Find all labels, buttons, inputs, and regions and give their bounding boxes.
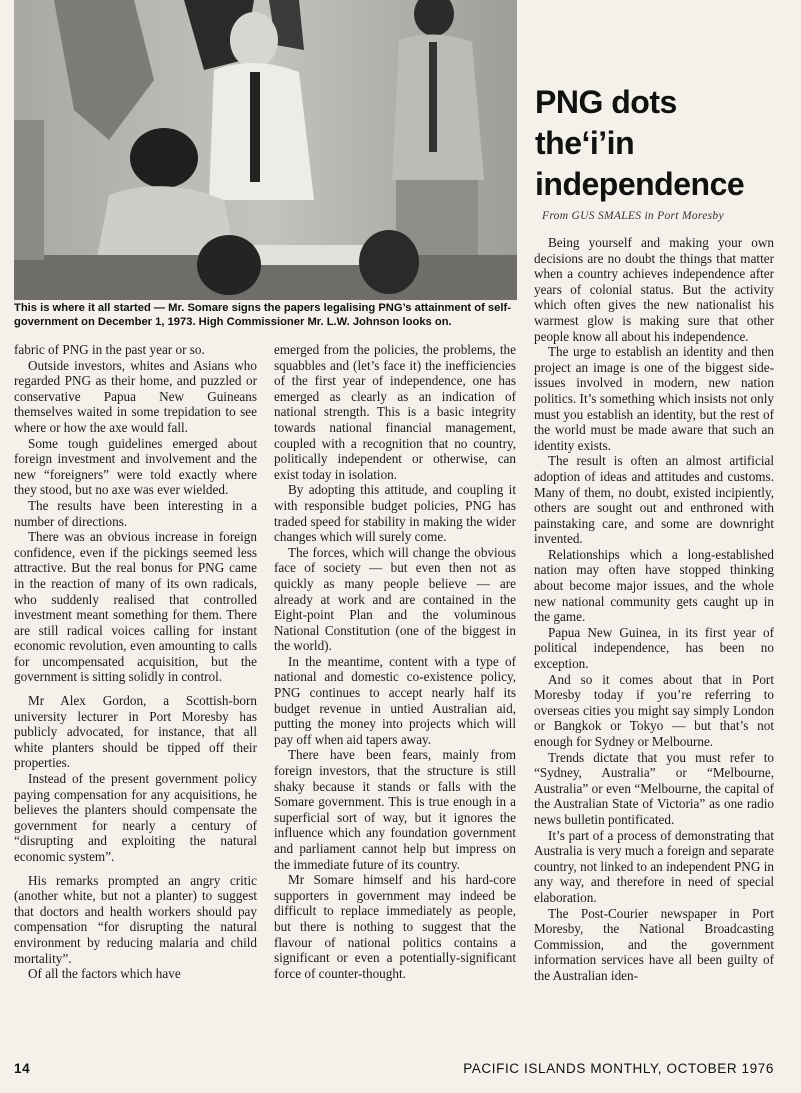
paragraph: And so it comes about that in Port Moresby today if you’re referring to overseas cities you might say simply London or Bangkok or Tokyo — but that’s not enough for Sydney or Melbourne. [534, 671, 774, 749]
paragraph: Being yourself and making your own decisions are no doubt the things that matter when a country achieves independence after years of colonial status. But the activity which often gives the new nationalist his warmest glow is making sure that other people know all about his independence. [534, 235, 774, 344]
headline-line-3: independence [535, 166, 745, 202]
article-column-1 [14, 342, 257, 1058]
news-photo [14, 0, 517, 300]
paragraph: The Post-Courier newspaper in Port Moresby, the National Broadcasting Commission, and the government information services have all been guilty of the Australian iden- [534, 905, 774, 983]
paragraph: emerged from the policies, the problems, the squabbles and (let’s face it) the inefficiencies of the first year of independence, one has emerged as clearly as an indication of national strength. This is a basic integrity towards national financial management, coupled with a recognition that no country, politically independent or otherwise, can exist today in isolation. [274, 342, 516, 482]
masthead: PACIFIC ISLANDS MONTHLY, OCTOBER 1976 [463, 1061, 774, 1076]
paragraph: The result is often an almost artificial adoption of ideas and attitudes and customs. Many of them, no doubt, existed incipiently, others are sought out and enthroned with painstaking care, and some are downright invented. [534, 453, 774, 547]
headline-line-2: the‘i’in [535, 125, 635, 161]
photo-image [14, 0, 517, 300]
paragraph: Relationships which a long-established nation may often have stopped thinking about become major issues, and the whole new national community gets caught up in the game. [534, 546, 774, 625]
paragraph: Of all the factors which have [28, 966, 181, 982]
paragraph: The results have been interesting in a number of directions. [14, 497, 257, 529]
paragraph: fabric of PNG in the past year or so. [14, 342, 205, 357]
paragraph: The forces, which will change the obvious face of society — but even then not as quickly as many people believe — are already at work and are contained in the Eight-point Plan and the voluminous National Constitution (one of the biggest in the world). [274, 544, 516, 654]
paragraph: There have been fears, mainly from foreign investors, that the structure is still shaky because it stands or falls with the Somare government. This is true enough in a superficial sort of way, but it ignores the influence which any foundation government and parliament cannot help but impress on the immediate future of its country. [274, 747, 516, 872]
paragraph: Trends dictate that you must refer to “Sydney, Australia” or “Melbourne, Australia” or even “Melbourne, the capital of the Australian State of Victoria” as one radio news bulletin pontificated. [534, 749, 774, 827]
paragraph: Mr Alex Gordon, a Scottish-born university lecturer in Port Moresby has publicly advocated, for instance, that all white planters should be tipped off their properties. [14, 693, 257, 771]
paragraph: Outside investors, whites and Asians who regarded PNG as their home, and puzzled or conservative Papua New Guineans themselves waited in some trepidation to see where or how the axe would fall. [14, 357, 257, 435]
paragraph: His remarks prompted an angry critic (another white, but not a planter) to suggest that doctors and health workers should pay compensation “for disrupting the natural environment by reducing malaria and child mortality”. [14, 872, 257, 966]
paragraph: It’s part of a process of demonstrating that Australia is very much a foreign and separate country, not linked to an independent PNG in any way, and therefore in need of special elaboration. [534, 827, 774, 905]
paragraph: The urge to establish an identity and then project an image is one of the biggest side-issues involved in modern, new nation politics. It’s something which insists not only must you establish an identity, but the rest of the world must be made aware that such an identity exists. [534, 344, 774, 453]
paragraph: Papua New Guinea, in its first year of political independence, has been no exception. [534, 624, 774, 672]
paragraph: Some tough guidelines emerged about foreign investment and involvement and the new “foreigners” were told exactly where they stood, but no axe was ever wielded. [14, 435, 257, 498]
article-headline [535, 82, 795, 205]
paragraph: Mr Somare himself and his hard-core supporters in government may indeed be difficult to replace immediately as people, but there is nothing to suggest that the flavour of national politics contains a significant or even a potentially-significant force of counter-thought. [274, 872, 516, 981]
page-number: 14 [14, 1061, 31, 1076]
page-footer [14, 1061, 774, 1081]
paragraph: Instead of the present government policy paying compensation for any acquisitions, he believes the planters should compensate the government for nearly a century of “disrupting and exploiting the natural economic system”. [14, 771, 257, 864]
photo-caption: This is where it all started — Mr. Somare signs the papers legalising PNG’s attainment of self-government on December 1, 1973. High Commissioner Mr. L.W. Johnson looks on. [14, 302, 511, 328]
byline: From GUS SMALES in Port Moresby [542, 210, 724, 222]
paragraph: By adopting this attitude, and coupling it with responsible budget policies, PNG has traded speed for stability in making the wider changes which will surely come. [274, 482, 516, 545]
paragraph: In the meantime, content with a type of national and domestic co-existence policy, PNG continues to accept nearly half its budget revenue in untied Australian aid, putting the money into projects which will pay off when aid tapers away. [274, 653, 516, 747]
paragraph: There was an obvious increase in foreign confidence, even if the pickings seemed less attractive. But the real bonus for PNG came in the reaction of many of its own radicals, who suddenly realised that controlled investment meant something for them. There are still radical voices calling for instant economic revolution, even amounting to calls for uncompensated acquisition, but the government is sitting solidly in control. [14, 529, 257, 685]
headline-line-1: PNG dots [535, 84, 677, 120]
article-column-2 [274, 342, 516, 1058]
article-column-3 [534, 235, 774, 1058]
